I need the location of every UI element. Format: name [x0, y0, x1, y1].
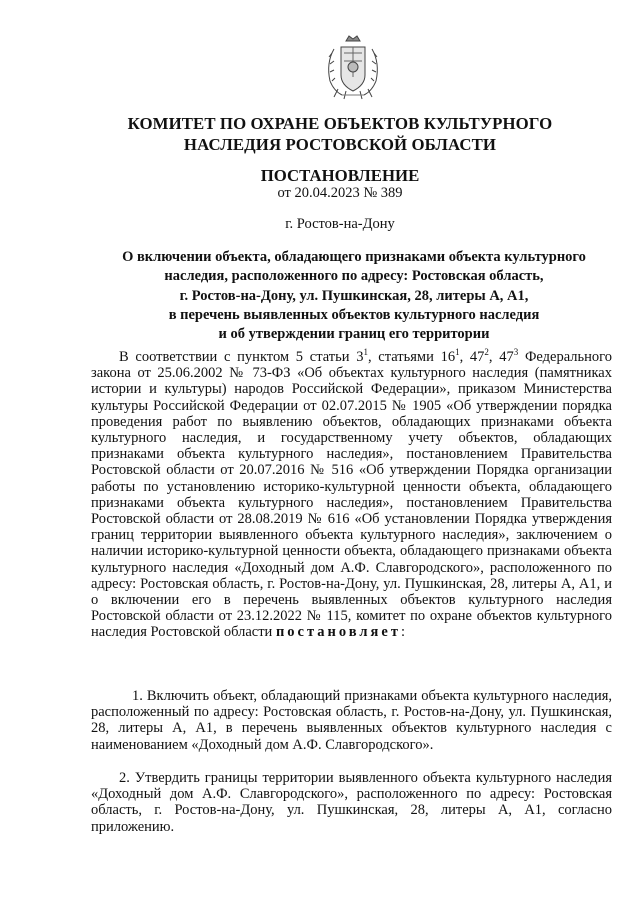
resolution-item-2: [91, 770, 612, 835]
resolution-verb: постановляет: [275, 624, 401, 641]
document-title: [100, 248, 608, 344]
preamble-text: :: [400, 624, 405, 641]
coat-of-arms-icon: [324, 31, 382, 101]
superscript: 3: [513, 347, 519, 358]
superscript: 2: [484, 347, 489, 358]
preamble-paragraph: [91, 349, 612, 641]
document-city: г. Ростов-на-Дону: [285, 216, 395, 232]
preamble-text: В соответствии с пунктом 5 статьи 3: [119, 349, 364, 365]
title-line: наследия, расположенного по адресу: Ростовская область,: [164, 268, 544, 285]
preamble-text: , 47: [459, 349, 485, 365]
org-line-2: НАСЛЕДИЯ РОСТОВСКОЙ ОБЛАСТИ: [183, 135, 497, 154]
title-line: в перечень выявленных объектов культурного наследия: [168, 306, 540, 323]
org-line-1: КОМИТЕТ ПО ОХРАНЕ ОБЪЕКТОВ КУЛЬТУРНОГО: [127, 114, 553, 133]
title-line: О включении объекта, обладающего признаками объекта культурного: [122, 249, 586, 265]
preamble-text: , статьями 16: [367, 349, 456, 365]
resolution-item-text: 2. Утвердить границы территории выявленного объекта культурного наследия «Доходный дом А.Ф. Славгородского», расположенного по адресу: Ростовская область, г. Ростов-на-Дону, ул. Пушкинская, 28, литеры А, А1, согласно приложению.: [91, 770, 612, 835]
resolution-item-1: [91, 688, 612, 753]
preamble-text: Федерального закона от 25.06.2002 № 73-ФЗ «Об объектах культурного наследия (памятниках истории и культуры) народов Российской Федерации», приказом Министерства культуры Российской Федерации от 02.07.2015 № 1905 «Об утверждении порядка проведения работ по выявлению объектов, обладающих признаками объекта культурного наследия, и государственному учету объектов, обладающих признаками объекта культурного наследия», постановлением Правительства Ростовской области от 20.07.2016 № 516 «Об утверждении Порядка организации работы по установлению историко-культурной ценности объекта, обладающего признаками объекта культурного наследия», постановлением Правительства Ростовской области от 28.08.2019 № 616 «Об установлении Порядка утверждения границ территории выявленного объекта культурного наследия», заключением о наличии историко-культурной ценности объекта, обладающего признаками объекта культурного наследия «Доходный дом А.Ф. Славгородского», расположенного по адресу: Ростовская область, г. Ростов-на-Дону, ул. Пушкинская, 28, литеры А, А1, и о включении его в перечень выявленных объектов культурного наследия Ростовской области от 23.12.2022 № 115, комитет по охране объектов культурного наследия Ростовской области: [91, 349, 612, 641]
title-line: г. Ростов-на-Дону, ул. Пушкинская, 28, литеры А, А1,: [179, 287, 529, 304]
document-type: ПОСТАНОВЛЕНИЕ: [260, 166, 420, 185]
resolution-item-text: 1. Включить объект, обладающий признаками объекта культурного наследия, расположенный по адресу: Ростовская область, г. Ростов-на-Дону, ул. Пушкинская, 28, литеры А, А1, в перечень выявленных объектов культурного наследия с наименованием «Доходный дом А.Ф. Славгородского».: [91, 688, 612, 753]
title-line: и об утверждении границ его территории: [218, 326, 490, 343]
issuing-authority: [90, 113, 590, 155]
superscript: 1: [455, 347, 460, 358]
superscript: 1: [363, 347, 368, 358]
preamble-text: , 47: [488, 349, 514, 365]
document-number-date: от 20.04.2023 № 389: [277, 185, 403, 201]
